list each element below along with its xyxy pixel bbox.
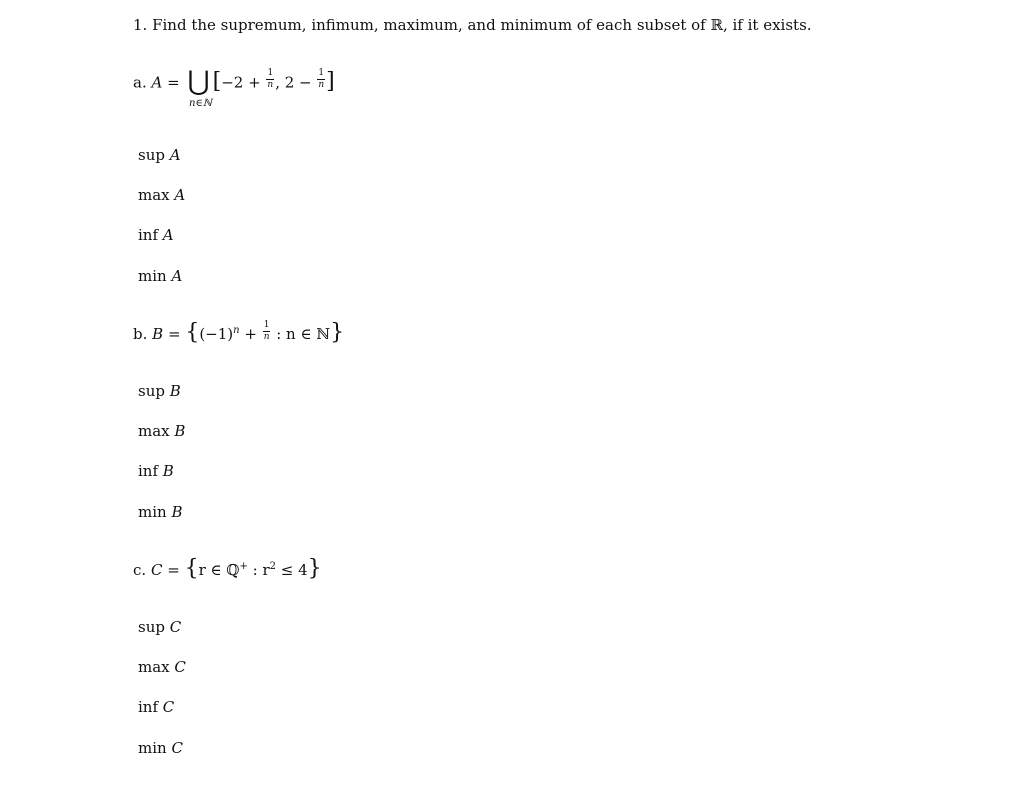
answer-sup-c: sup C <box>138 618 182 636</box>
set-symbol: B <box>152 325 164 343</box>
part-label: c. <box>133 561 147 579</box>
condition: : n ∈ ℕ <box>271 325 331 343</box>
left-bracket: [ <box>212 68 222 94</box>
equals-sign: = <box>167 561 180 579</box>
question-number: 1. <box>133 16 148 34</box>
question-text: Find the supremum, infimum, maximum, and minimum of each subset of ℝ, if it exists. <box>152 16 812 34</box>
answer-min-c: min C <box>138 739 183 757</box>
part-label: b. <box>133 325 148 343</box>
left-brace: { <box>184 556 199 581</box>
plus-sign: + <box>239 325 262 343</box>
part-b-definition <box>133 319 345 346</box>
part-label: a. <box>133 73 147 92</box>
right-brace: } <box>307 556 322 581</box>
fraction: $\frac{1}{n}$ <box>263 319 270 342</box>
answer-inf-c: inf C <box>138 698 175 716</box>
answer-sup-b: sup B <box>138 382 181 400</box>
condition: : r <box>247 561 270 579</box>
condition-rest: ≤ 4 <box>276 561 308 579</box>
answer-max-b: max B <box>138 422 186 440</box>
left-brace: { <box>185 320 200 345</box>
base: (−1) <box>199 325 234 343</box>
union-symbol: ⋃ <box>187 66 210 97</box>
fraction: $\frac{1}{n}$ <box>267 68 274 90</box>
right-brace: } <box>330 320 345 345</box>
right-bracket: ] <box>326 68 335 94</box>
equals-sign: = <box>167 325 181 343</box>
part-c-definition <box>133 556 322 582</box>
interval-left: −2 + <box>221 73 266 92</box>
set-symbol: C <box>150 561 163 579</box>
answer-min-b: min B <box>138 503 183 521</box>
answer-max-a: max A <box>138 186 186 204</box>
answer-inf-b: inf B <box>138 462 174 480</box>
question-heading <box>133 18 812 33</box>
set-body: r ∈ ℚ <box>198 561 240 579</box>
fraction: $\frac{1}{n}$ <box>318 68 325 90</box>
exponent: n <box>233 325 240 336</box>
set-symbol: A <box>151 73 163 92</box>
condition-superscript: 2 <box>269 561 276 572</box>
body-superscript: + <box>239 561 248 572</box>
answer-inf-a: inf A <box>138 226 174 244</box>
interval-mid: , 2 − <box>275 73 317 92</box>
union-index: n∈ℕ <box>189 98 212 109</box>
equals-sign: = <box>167 73 180 92</box>
answer-min-a: min A <box>138 267 183 285</box>
answer-max-c: max C <box>138 658 186 676</box>
part-a-definition <box>133 66 335 97</box>
answer-sup-a: sup A <box>138 146 181 164</box>
